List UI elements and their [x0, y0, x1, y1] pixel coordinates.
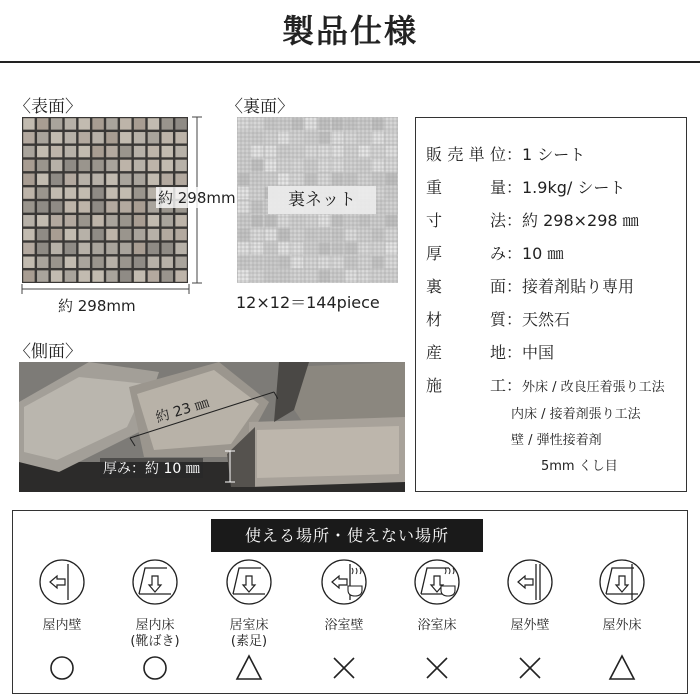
- spec-construction-detail: 壁 / 弾性接着剤: [511, 433, 602, 448]
- width-dimension-line: [20, 283, 192, 295]
- spec-value: 1.9kg/ シート: [522, 178, 626, 197]
- usage-item: [27, 558, 97, 634]
- indoor-floor-shoes-icon: [131, 558, 179, 606]
- spec-row: [426, 142, 585, 165]
- spec-key: 販売単位: [426, 145, 506, 164]
- spec-key: 寸法: [426, 211, 506, 230]
- unsuitable-cross-icon: [417, 648, 457, 688]
- spec-colon: ：: [506, 244, 523, 263]
- spec-value: 接着剤貼り専用: [522, 277, 635, 296]
- outdoor-floor-icon: [598, 558, 646, 606]
- width-dimension: 約 298mm: [58, 297, 136, 315]
- spec-key: 施工: [426, 376, 506, 395]
- conditional-triangle-icon: [602, 648, 642, 688]
- spec-colon: ：: [506, 310, 523, 329]
- spec-value: 中国: [522, 343, 555, 362]
- outdoor-wall-icon: [506, 558, 554, 606]
- spec-value: 天然石: [522, 310, 571, 329]
- thickness-line: [223, 449, 237, 485]
- conditional-triangle-icon: [229, 648, 269, 688]
- usage-label: 浴室壁: [324, 618, 364, 633]
- spec-row: [426, 175, 625, 198]
- spec-colon: ：: [506, 211, 523, 230]
- spec-row: [426, 241, 563, 264]
- spec-value: 約 298×298 ㎜: [522, 211, 639, 230]
- spec-colon: ：: [506, 277, 523, 296]
- usage-label: 浴室床: [417, 618, 457, 633]
- spec-colon: ：: [506, 145, 523, 164]
- spec-value: 1 シート: [522, 145, 586, 164]
- spec-key: 裏面: [426, 277, 506, 296]
- thickness-label: 厚み：約 10 ㎜: [100, 458, 203, 478]
- usage-item: [587, 558, 657, 634]
- usage-label: 屋外壁: [510, 618, 550, 633]
- spec-box: [415, 117, 687, 492]
- unsuitable-cross-icon: [510, 648, 550, 688]
- usage-sublabel: (靴ばき): [130, 634, 180, 649]
- side-dimension: 約 23 ㎜: [153, 394, 211, 427]
- suitable-circle-icon: [135, 648, 175, 688]
- unsuitable-cross-icon: [324, 648, 364, 688]
- height-dimension: 約 298mm: [158, 189, 236, 207]
- spec-value: 10 ㎜: [522, 244, 564, 263]
- indoor-wall-icon: [38, 558, 86, 606]
- back-net-overlay: 裏ネット: [268, 186, 376, 214]
- spec-key: 材質: [426, 310, 506, 329]
- usage-item: [214, 558, 284, 650]
- usage-label: 屋内床: [135, 618, 175, 633]
- usage-item: [495, 558, 565, 634]
- side-label: 〈側面〉: [14, 342, 82, 362]
- usage-label: 屋外床: [602, 618, 642, 633]
- title-divider: [0, 61, 700, 63]
- suitable-circle-icon: [42, 648, 82, 688]
- usage-item: [309, 558, 379, 634]
- bathroom-floor-icon: [413, 558, 461, 606]
- spec-colon: ：: [506, 343, 523, 362]
- spec-key: 産地: [426, 343, 506, 362]
- usage-title: 使える場所・使えない場所: [211, 519, 483, 552]
- front-label: 〈表面〉: [14, 97, 82, 117]
- spec-value: 外床 / 改良圧着張り工法: [522, 380, 665, 395]
- spec-row: [426, 208, 639, 231]
- usage-label: 居室床: [229, 618, 269, 633]
- spec-key: 厚み: [426, 244, 506, 263]
- spec-colon: ：: [506, 376, 523, 395]
- usage-sublabel: (素足): [230, 634, 268, 649]
- bathroom-wall-icon: [320, 558, 368, 606]
- spec-construction-detail: 内床 / 接着剤張り工法: [511, 407, 641, 422]
- spec-row: [426, 307, 570, 330]
- usage-item: [402, 558, 472, 634]
- spec-row: [426, 274, 634, 297]
- spec-row: [426, 373, 665, 396]
- room-floor-barefoot-icon: [225, 558, 273, 606]
- usage-label: 屋内壁: [42, 618, 82, 633]
- page-title: 製品仕様: [281, 12, 418, 50]
- back-label: 〈裏面〉: [226, 97, 294, 117]
- spec-row: [426, 340, 554, 363]
- spec-construction-detail: 5mm くし目: [541, 459, 618, 474]
- usage-item: [120, 558, 190, 650]
- piece-count: 12×12＝144piece: [236, 293, 380, 312]
- spec-key: 重量: [426, 178, 506, 197]
- spec-colon: ：: [506, 178, 523, 197]
